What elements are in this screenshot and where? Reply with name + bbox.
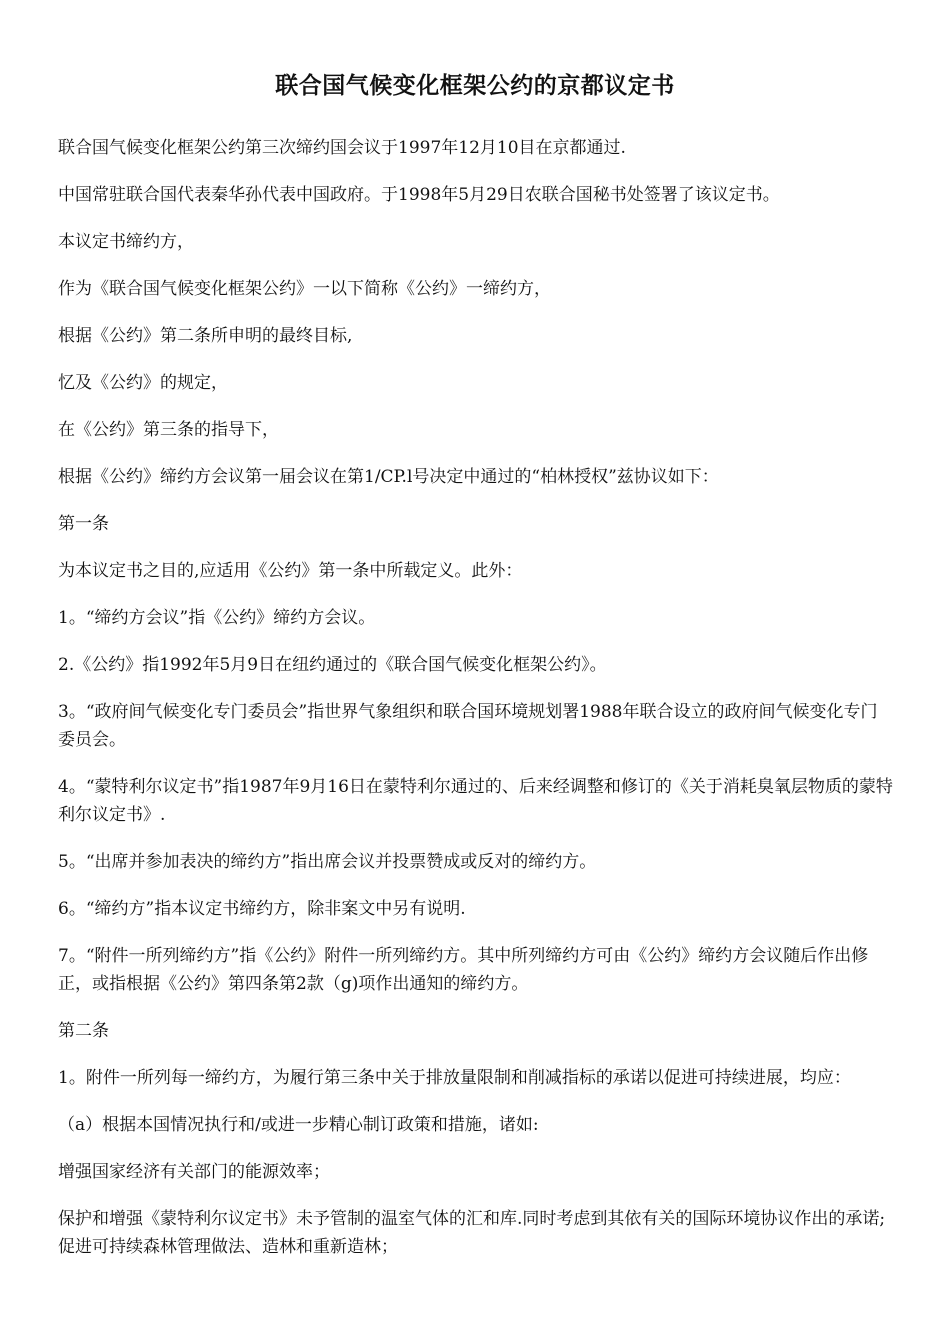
- document-title: 联合国气候变化框架公约的京都议定书: [275, 73, 675, 99]
- article-heading: 第一条: [58, 514, 109, 534]
- paragraph: 根据《公约》缔约方会议第一届会议在第1/CP.l号决定中通过的“柏林授权”兹协议如下：: [58, 467, 719, 487]
- paragraph: 根据《公约》第二条所申明的最终目标,: [58, 326, 353, 346]
- paragraph: 1。附件一所列每一缔约方，为履行第三条中关于排放量限制和削减指标的承诺以促进可持续进展，均应：: [58, 1068, 851, 1088]
- paragraph: 为本议定书之目的,应适用《公约》第一条中所载定义。此外：: [58, 561, 523, 581]
- paragraph: 保护和增强《蒙特利尔议定书》未予管制的温室气体的汇和库.同时考虑到其依有关的国际环境协议作出的承诺;促进可持续森林管理做法、造林和重新造林；: [58, 1209, 886, 1257]
- definition-item: 5。“出席并参加表决的缔约方”指出席会议并投票赞成或反对的缔约方。: [58, 852, 597, 872]
- document-body: [58, 134, 894, 1280]
- paragraph: 本议定书缔约方，: [58, 232, 194, 252]
- article-heading: 第二条: [58, 1021, 109, 1041]
- paragraph: 增强国家经济有关部门的能源效率；: [58, 1162, 330, 1182]
- paragraph: 作为《联合国气候变化框架公约》一以下简称《公约》一缔约方，: [58, 279, 551, 299]
- paragraph: 忆及《公约》的规定，: [58, 373, 228, 393]
- definition-item: 7。“附件一所列缔约方”指《公约》附件一所列缔约方。其中所列缔约方可由《公约》缔约方会议随后作出修正，或指根据《公约》第四条第2款（g)项作出通知的缔约方。: [58, 946, 869, 994]
- definition-item: 6。“缔约方”指本议定书缔约方，除非案文中另有说明.: [58, 899, 466, 919]
- paragraph: 联合国气候变化框架公约第三次缔约国会议于1997年12月10目在京都通过.: [58, 138, 626, 158]
- definition-item: 4。“蒙特利尔议定书”指1987年9月16日在蒙特利尔通过的、后来经调整和修订的《关于消耗臭氧层物质的蒙特利尔议定书》.: [58, 777, 893, 825]
- definition-item: 1。“缔约方会议”指《公约》缔约方会议。: [58, 608, 376, 628]
- paragraph: （a）根据本国情况执行和/或进一步精心制订政策和措施，诸如:: [58, 1115, 539, 1135]
- paragraph: 中国常驻联合国代表秦华孙代表中国政府。于1998年5月29日农联合国秘书处签署了该议定书。: [58, 185, 780, 205]
- definition-item: 2.《公约》指1992年5月9日在纽约通过的《联合国气候变化框架公约》。: [58, 655, 607, 675]
- definition-item: 3。“政府间气候变化专门委员会”指世界气象组织和联合国环境规划署1988年联合设立的政府间气候变化专门委员会。: [58, 702, 878, 750]
- paragraph: 在《公约》第三条的指导下，: [58, 420, 279, 440]
